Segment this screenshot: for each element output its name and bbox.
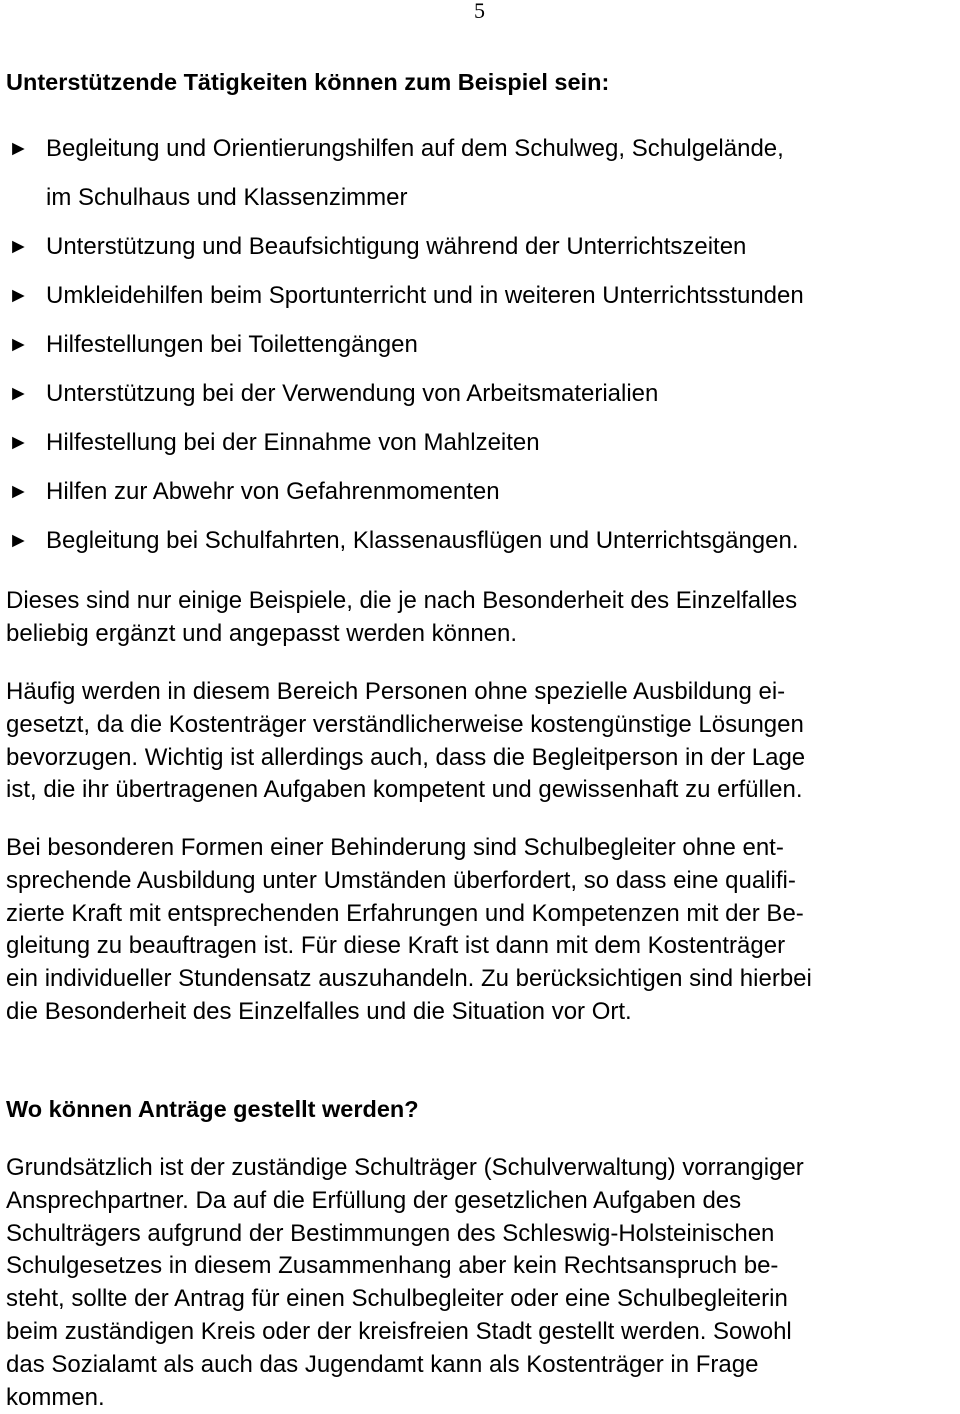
text-line: steht, sollte der Antrag für einen Schulbegleiter oder eine Schulbegleiterin: [6, 1285, 788, 1313]
text-line: bevorzugen. Wichtig ist allerdings auch, dass die Begleitperson in der Lage: [6, 743, 806, 771]
text-line: Schulgesetzes in diesem Zusammenhang aber kein Rechtsanspruch be-: [6, 1252, 779, 1280]
text-line: ist, die ihr übertragenen Aufgaben kompetent und gewissenhaft zu erfüllen.: [6, 776, 803, 804]
text-line: Schulträgers aufgrund der Bestimmungen des Schleswig-Holsteinischen: [6, 1219, 775, 1247]
bullet-triangle-icon: ►: [8, 333, 29, 356]
text-line: die Besonderheit des Einzelfalles und die Situation vor Ort.: [6, 997, 632, 1025]
text-line: beliebig ergänzt und angepasst werden können.: [6, 619, 518, 647]
list-item: [6, 418, 804, 467]
bullet-triangle-icon: ►: [8, 431, 29, 454]
bullet-triangle-icon: ►: [8, 284, 29, 307]
bullet-triangle-icon: ►: [8, 137, 29, 160]
paragraph-qualified-staff: [6, 832, 952, 1029]
paragraph-examples-note: [6, 585, 952, 651]
bullet-triangle-icon: ►: [8, 382, 29, 405]
text-line: zierte Kraft mit entsprechenden Erfahrungen und Kompetenzen mit der Be-: [6, 899, 804, 927]
paragraph-applications: [6, 1152, 952, 1414]
list-item: [6, 222, 804, 271]
bullet-triangle-icon: ►: [8, 480, 29, 503]
text-line: das Sozialamt als auch das Jugendamt kann als Kostenträger in Frage: [6, 1350, 759, 1378]
list-item: [6, 369, 804, 418]
text-line: Grundsätzlich ist der zuständige Schulträger (Schulverwaltung) vorrangiger: [6, 1154, 804, 1181]
list-item-text: Hilfen zur Abwehr von Gefahrenmomenten: [46, 478, 500, 505]
bullet-triangle-icon: ►: [8, 529, 29, 552]
list-item: [6, 271, 804, 320]
text-line: gesetzt, da die Kostenträger verständlicherweise kostengünstige Lösungen: [6, 710, 804, 738]
list-item-text: Begleitung bei Schulfahrten, Klassenausflügen und Unterrichtsgängen.: [46, 527, 799, 554]
text-line: sprechende Ausbildung unter Umständen überfordert, so dass eine qualifi-: [6, 866, 796, 894]
list-item-text: Unterstützung bei der Verwendung von Arbeitsmaterialien: [46, 380, 659, 407]
list-item-text: Umkleidehilfen beim Sportunterricht und in weiteren Unterrichtsstunden: [46, 282, 804, 309]
paragraph-personnel: [6, 676, 952, 807]
list-item-text: Unterstützung und Beaufsichtigung während der Unterrichtszeiten: [46, 233, 747, 260]
text-line: Häufig werden in diesem Bereich Personen ohne spezielle Ausbildung ei-: [6, 678, 786, 705]
list-item: [6, 516, 804, 565]
page-number: 5: [474, 0, 485, 23]
list-item-text: Hilfestellung bei der Einnahme von Mahlzeiten: [46, 429, 540, 456]
bullet-triangle-icon: ►: [8, 235, 29, 258]
section-heading: Unterstützende Tätigkeiten können zum Beispiel sein:: [6, 69, 610, 95]
list-item: [6, 467, 804, 516]
list-item: [6, 320, 804, 369]
list-item-text: Begleitung und Orientierungshilfen auf dem Schulweg, Schulgelände,: [46, 135, 784, 162]
text-line: Ansprechpartner. Da auf die Erfüllung der gesetzlichen Aufgaben des: [6, 1186, 742, 1214]
text-line: kommen.: [6, 1383, 105, 1411]
text-line: Dieses sind nur einige Beispiele, die je nach Besonderheit des Einzelfalles: [6, 587, 798, 614]
list-item-text-continued: im Schulhaus und Klassenzimmer: [46, 184, 408, 211]
text-line: gleitung zu beauftragen ist. Für diese Kraft ist dann mit dem Kostenträger: [6, 932, 786, 960]
text-line: beim zuständigen Kreis oder der kreisfreien Stadt gestellt werden. Sowohl: [6, 1317, 792, 1345]
activities-list: [6, 124, 804, 565]
text-line: ein individueller Stundensatz auszuhandeln. Zu berücksichtigen sind hierbei: [6, 965, 812, 993]
list-item: [6, 124, 804, 222]
text-line: Bei besonderen Formen einer Behinderung sind Schulbegleiter ohne ent-: [6, 834, 784, 861]
section-heading: Wo können Anträge gestellt werden?: [6, 1096, 419, 1122]
list-item-text: Hilfestellungen bei Toilettengängen: [46, 331, 418, 358]
